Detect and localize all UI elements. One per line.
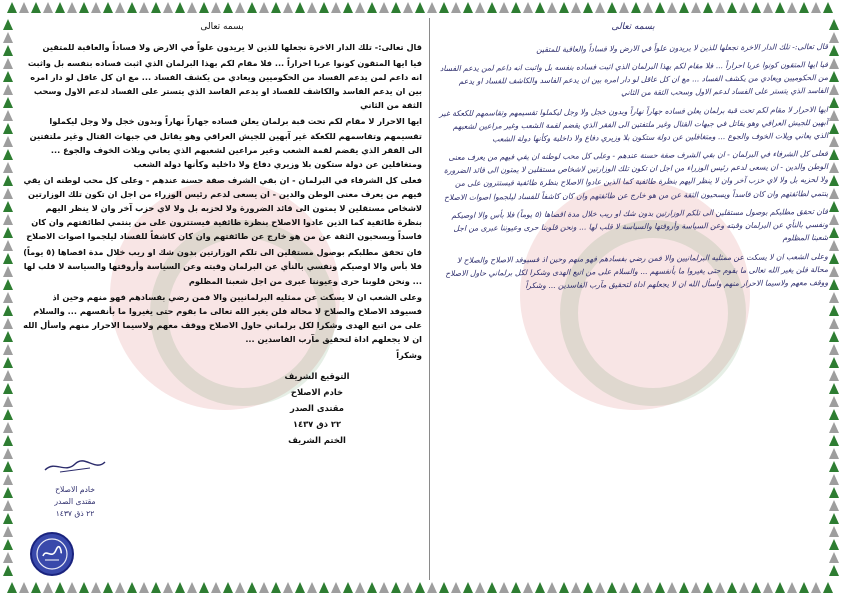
border-triangle-icon: [3, 123, 13, 134]
border-triangle-icon: [3, 448, 13, 459]
border-triangle-icon: [829, 292, 839, 303]
border-triangle-icon: [3, 565, 13, 576]
typed-signature-block: [232, 368, 402, 448]
border-triangle-icon: [283, 2, 293, 13]
border-triangle-icon: [829, 487, 839, 498]
border-triangle-icon: [829, 71, 839, 82]
border-triangle-icon: [259, 582, 269, 593]
border-triangle-icon: [3, 409, 13, 420]
border-triangle-icon: [139, 2, 149, 13]
border-triangle-icon: [619, 2, 629, 13]
border-triangle-icon: [607, 2, 617, 13]
border-triangle-icon: [763, 582, 773, 593]
border-triangle-icon: [583, 2, 593, 13]
border-triangle-icon: [391, 2, 401, 13]
border-triangle-icon: [127, 582, 137, 593]
border-triangle-icon: [3, 357, 13, 368]
border-triangle-icon: [3, 526, 13, 537]
border-triangle-icon: [271, 2, 281, 13]
border-triangle-icon: [751, 2, 761, 13]
border-triangle-icon: [55, 2, 65, 13]
seal-stamp-icon: [30, 532, 74, 576]
border-triangle-icon: [151, 582, 161, 593]
border-triangle-icon: [331, 582, 341, 593]
border-triangle-icon: [3, 318, 13, 329]
border-triangle-icon: [829, 500, 839, 511]
handwritten-paragraph: قال تعالى:- تلك الدار الاخرة نجعلها للذين لا يريدون علواً في الارض ولا فساداً والعاقبة للمتقين: [536, 41, 829, 55]
border-triangle-icon: [763, 2, 773, 13]
signature-line: خادم الاصلاح: [55, 485, 95, 494]
border-triangle-icon: [799, 582, 809, 593]
border-triangle-icon: [55, 582, 65, 593]
border-triangle-icon: [19, 582, 29, 593]
border-triangle-icon: [3, 383, 13, 394]
border-triangle-icon: [631, 582, 641, 593]
border-triangle-icon: [103, 582, 113, 593]
border-triangle-icon: [7, 2, 17, 13]
border-triangle-icon: [559, 582, 569, 593]
border-triangle-icon: [739, 582, 749, 593]
border-triangle-icon: [547, 582, 557, 593]
border-triangle-icon: [3, 305, 13, 316]
border-triangle-icon: [3, 474, 13, 485]
border-triangle-icon: [829, 383, 839, 394]
border-top: [6, 2, 836, 13]
border-triangle-icon: [475, 582, 485, 593]
border-triangle-icon: [595, 582, 605, 593]
border-triangle-icon: [829, 32, 839, 43]
border-triangle-icon: [235, 582, 245, 593]
border-triangle-icon: [607, 582, 617, 593]
border-triangle-icon: [829, 240, 839, 251]
typed-title: بسمه تعالى: [200, 22, 244, 32]
border-triangle-icon: [3, 292, 13, 303]
border-bottom: [6, 582, 836, 593]
typed-paragraph: فان تحقق مطلبكم بوصول مستقلين الى تلكم الوزارتين بدون شك او ريب خلال مدة اقصاها (٥ يوماً) فلا بأس والا اوصيكم ونفسي بالنأي عن البرلمان وقبته وعن السياسة وأروقتها والسياسة لا قلب لها ... ونحن قلوبنا حرى وعيوننا عبرى من اجل شعبنا المظلوم: [23, 247, 422, 286]
border-triangle-icon: [199, 582, 209, 593]
border-right: [829, 18, 839, 578]
border-triangle-icon: [463, 582, 473, 593]
border-triangle-icon: [829, 266, 839, 277]
border-triangle-icon: [451, 582, 461, 593]
border-triangle-icon: [499, 582, 509, 593]
border-triangle-icon: [3, 110, 13, 121]
signature-line: مقتدى الصدر: [290, 403, 344, 414]
border-triangle-icon: [211, 582, 221, 593]
handwritten-paragraph: وعلى الشعب ان لا يسكت عن ممثليه البرلمانيين والا فمن رضي بفسادهم فهو منهم وحين اذ فسيوفد الاصلاح والصلاح لا محالة فلن يغير الله تعالى ما بقوم حتى يغيروا ما بأنفسهم ... والسلام على من اتبع الهدى وشكرا لكل برلماني حاول الاصلاح ووقف معهم ولاسيما الاحرار منهم واسأل الله ان لا يجعلهم اداة لتحقيق مآرب الفاسدين ... وشكراً: [445, 251, 829, 291]
border-triangle-icon: [487, 2, 497, 13]
border-triangle-icon: [103, 2, 113, 13]
border-triangle-icon: [247, 2, 257, 13]
signature-line: ٢٢ ذق ١٤٣٧: [55, 509, 95, 518]
border-triangle-icon: [3, 331, 13, 342]
border-left: [3, 18, 13, 578]
border-triangle-icon: [367, 582, 377, 593]
typed-paragraph: وعلى الشعب ان لا يسكت عن ممثليه البرلمانيين والا فمن رضي بفسادهم فهو منهم وحين اذ فسيوفد الاصلاح والصلاح لا محالة فلن يغير الله تعالى ما بقوم حتى يغيروا ما بأنفسهم ... والسلام على من اتبع الهدى وشكرا لكل برلماني حاول الاصلاح ووقف معهم ولاسيما الاحرار منهم واسأل الله ان لا يجعلهم اداة لتحقيق مآرب الفاسدين ...: [23, 291, 422, 344]
border-triangle-icon: [3, 552, 13, 563]
border-triangle-icon: [823, 582, 833, 593]
border-triangle-icon: [3, 136, 13, 147]
border-triangle-icon: [7, 582, 17, 593]
border-triangle-icon: [3, 201, 13, 212]
border-triangle-icon: [829, 279, 839, 290]
border-triangle-icon: [583, 582, 593, 593]
border-triangle-icon: [775, 582, 785, 593]
border-triangle-icon: [259, 2, 269, 13]
border-triangle-icon: [3, 513, 13, 524]
border-triangle-icon: [19, 2, 29, 13]
border-triangle-icon: [307, 582, 317, 593]
border-triangle-icon: [829, 526, 839, 537]
border-triangle-icon: [787, 2, 797, 13]
typed-paragraph: فيا ايها المتقون كونوا عربا احراراً ... فلا مقام لكم بهذا البرلمان الذي اثبت فساده بنفسه بل واثبت انه داعم لمن يدعم الفساد من الحكوميين ويعادي من يكشف الفساد ... مع ان كل عاقل لو دار امره بين ان يدعم الفاسد والكاشف للفساد او يدعم الفاسد الذي يتستر على الفساد لدعم الاول وسحب الثقة من الثاني: [27, 58, 422, 111]
column-divider: [429, 18, 430, 580]
border-triangle-icon: [427, 2, 437, 13]
border-triangle-icon: [829, 97, 839, 108]
border-triangle-icon: [487, 582, 497, 593]
border-triangle-icon: [829, 123, 839, 134]
border-triangle-icon: [235, 2, 245, 13]
border-triangle-icon: [655, 2, 665, 13]
signature-line: ٢٢ ذق ١٤٣٧: [292, 419, 342, 430]
border-triangle-icon: [163, 582, 173, 593]
border-triangle-icon: [829, 396, 839, 407]
border-triangle-icon: [3, 461, 13, 472]
border-triangle-icon: [631, 2, 641, 13]
border-triangle-icon: [79, 2, 89, 13]
border-triangle-icon: [829, 19, 839, 30]
signature-line: مقتدى الصدر: [54, 497, 96, 506]
border-triangle-icon: [3, 162, 13, 173]
border-triangle-icon: [307, 2, 317, 13]
border-triangle-icon: [775, 2, 785, 13]
border-triangle-icon: [91, 2, 101, 13]
border-triangle-icon: [727, 2, 737, 13]
handwritten-title: بسمه تعالى: [611, 22, 655, 32]
signature-line: التوقيع الشريف: [284, 371, 350, 382]
border-triangle-icon: [571, 2, 581, 13]
border-triangle-icon: [475, 2, 485, 13]
border-triangle-icon: [829, 136, 839, 147]
border-triangle-icon: [3, 32, 13, 43]
border-triangle-icon: [3, 19, 13, 30]
border-triangle-icon: [283, 582, 293, 593]
border-triangle-icon: [427, 582, 437, 593]
typed-paragraph: قال تعالى:- تلك الدار الاخرة نجعلها للذين لا يريدون علواً في الارض ولا فساداً والعاقبة للمتقين: [42, 42, 422, 52]
border-triangle-icon: [115, 582, 125, 593]
border-triangle-icon: [571, 582, 581, 593]
border-triangle-icon: [3, 370, 13, 381]
border-triangle-icon: [547, 2, 557, 13]
border-triangle-icon: [319, 582, 329, 593]
border-triangle-icon: [829, 357, 839, 368]
border-triangle-icon: [667, 582, 677, 593]
border-triangle-icon: [355, 582, 365, 593]
border-triangle-icon: [3, 175, 13, 186]
handwritten-letter: [438, 16, 828, 581]
handwritten-paragraph: فيا ايها المتقون كونوا عربا احراراً ... فلا مقام لكم بهذا البرلمان الذي اثبت فساده بنفسه بل واثبت انه داعم لمن يدعم الفساد من الحكوميين ويعادي من يكشف الفساد ... مع ان كل عاقل لو دار امره بين ان يدعم الفاسد والكاشف للفساد او يدعم الفاسد الذي يتستر على الفساد لدعم الاول وسحب الثقة من الثاني: [439, 60, 829, 98]
border-triangle-icon: [403, 2, 413, 13]
border-triangle-icon: [655, 582, 665, 593]
border-triangle-icon: [379, 2, 389, 13]
border-triangle-icon: [715, 582, 725, 593]
border-triangle-icon: [829, 474, 839, 485]
border-triangle-icon: [829, 370, 839, 381]
border-triangle-icon: [829, 58, 839, 69]
border-triangle-icon: [331, 2, 341, 13]
border-triangle-icon: [829, 110, 839, 121]
border-triangle-icon: [3, 422, 13, 433]
border-triangle-icon: [715, 2, 725, 13]
border-triangle-icon: [3, 45, 13, 56]
border-triangle-icon: [3, 240, 13, 251]
border-triangle-icon: [223, 2, 233, 13]
border-triangle-icon: [115, 2, 125, 13]
border-triangle-icon: [367, 2, 377, 13]
border-triangle-icon: [3, 344, 13, 355]
border-triangle-icon: [511, 2, 521, 13]
border-triangle-icon: [439, 582, 449, 593]
border-triangle-icon: [211, 2, 221, 13]
border-triangle-icon: [829, 305, 839, 316]
border-triangle-icon: [31, 2, 41, 13]
border-triangle-icon: [829, 201, 839, 212]
border-triangle-icon: [829, 175, 839, 186]
border-triangle-icon: [829, 422, 839, 433]
handwritten-signature-block: [20, 458, 130, 520]
signature-scribble-icon: [40, 458, 110, 476]
handwritten-paragraph: فعلى كل الشرفاء في البرلمان - ان بقي الشرف صفة حسنة عندهم - وعلى كل محب لوطنه ان يقي فيهم من يعرف معنى الوطن والدين - ان يسعى لدعم رئيس الوزراء من اجل ان تكون تلك الوزارتين لاشخاص مستقلين لا يمتون الى قائد الضرورة ولا لحزبه بل ولا لاي حزب آخر وان لا ينظر اليهم بنظرة طائفية كما الذين عادوا الاصلاح بنظرة طائفية فيستترون على من ينتمي لطائفتهم وان كان فاسداً ويسحبون الثقة عن من هو خارج عن طائفتهم وان كان كاشفاً للفساد ليلجموا اصوات الاصلاح: [443, 149, 829, 203]
border-triangle-icon: [829, 227, 839, 238]
border-triangle-icon: [829, 539, 839, 550]
border-triangle-icon: [139, 582, 149, 593]
border-triangle-icon: [811, 2, 821, 13]
border-triangle-icon: [3, 214, 13, 225]
border-triangle-icon: [3, 227, 13, 238]
border-triangle-icon: [43, 582, 53, 593]
border-triangle-icon: [751, 582, 761, 593]
border-triangle-icon: [403, 582, 413, 593]
border-triangle-icon: [79, 582, 89, 593]
border-triangle-icon: [3, 71, 13, 82]
border-triangle-icon: [523, 582, 533, 593]
border-triangle-icon: [463, 2, 473, 13]
border-triangle-icon: [31, 582, 41, 593]
border-triangle-icon: [829, 318, 839, 329]
border-triangle-icon: [829, 253, 839, 264]
typed-paragraph: ايها الاحرار لا مقام لكم تحت قبة برلمان يعلن فساده جهاراً نهاراً وبدون خجل ولا وجل ليكملوا تقسيمهم وتقاسمهم للكعكة غير آبهين للجيش العراقي وهو يقاتل في جبهات القتال وغير ملتفتين الى الفقر الذي يقضم لقمة الشعب وغير مراعين لشعبهم الذي يعاني ويلات الخوف والجوع ... ومتغافلين عن دولة ستكون بلا وزيري دفاع ولا داخلية وكأنها دولة الشعب: [29, 116, 422, 169]
border-triangle-icon: [295, 582, 305, 593]
border-triangle-icon: [535, 2, 545, 13]
border-triangle-icon: [787, 582, 797, 593]
border-triangle-icon: [3, 266, 13, 277]
border-triangle-icon: [3, 97, 13, 108]
border-triangle-icon: [829, 448, 839, 459]
border-triangle-icon: [415, 2, 425, 13]
border-triangle-icon: [619, 582, 629, 593]
border-triangle-icon: [679, 582, 689, 593]
border-triangle-icon: [3, 487, 13, 498]
border-triangle-icon: [523, 2, 533, 13]
border-triangle-icon: [127, 2, 137, 13]
border-triangle-icon: [3, 396, 13, 407]
border-triangle-icon: [499, 2, 509, 13]
border-triangle-icon: [691, 2, 701, 13]
border-triangle-icon: [799, 2, 809, 13]
border-triangle-icon: [691, 582, 701, 593]
border-triangle-icon: [187, 2, 197, 13]
signature-line: خادم الاصلاح: [290, 387, 344, 398]
border-triangle-icon: [247, 582, 257, 593]
border-triangle-icon: [319, 2, 329, 13]
typed-paragraph: فعلى كل الشرفاء في البرلمان - ان بقي الشرف صفة حسنة عندهم - وعلى كل محب لوطنه ان يقي فيهم من يعرف معنى الوطن والدين - ان يسعى لدعم رئيس الوزراء من اجل ان تكون تلك الوزارتين لاشخاص مستقلين لا يمتون الى قائد الضرورة ولا لحزبه بل ولا لاي حزب آخر وان لا ينظر اليهم بنظرة طائفية كما الذين عادوا الاصلاح بنظرة طائفية فيستترون على من ينتمي لطائفتهم وان كان فاسداً ويسحبون الثقة عن من هو خارج عن طائفتهم وان كان كاشفاً للفساد ليلجموا اصوات الاصلاح: [23, 174, 422, 242]
border-triangle-icon: [151, 2, 161, 13]
border-triangle-icon: [511, 582, 521, 593]
border-triangle-icon: [595, 2, 605, 13]
border-triangle-icon: [559, 2, 569, 13]
border-triangle-icon: [3, 188, 13, 199]
border-triangle-icon: [535, 582, 545, 593]
border-triangle-icon: [703, 582, 713, 593]
border-triangle-icon: [3, 279, 13, 290]
border-triangle-icon: [163, 2, 173, 13]
border-triangle-icon: [829, 565, 839, 576]
border-triangle-icon: [355, 2, 365, 13]
border-triangle-icon: [829, 45, 839, 56]
border-triangle-icon: [829, 461, 839, 472]
border-triangle-icon: [451, 2, 461, 13]
border-triangle-icon: [3, 539, 13, 550]
border-triangle-icon: [679, 2, 689, 13]
border-triangle-icon: [643, 582, 653, 593]
border-triangle-icon: [223, 582, 233, 593]
border-triangle-icon: [175, 2, 185, 13]
border-triangle-icon: [667, 2, 677, 13]
border-triangle-icon: [391, 582, 401, 593]
border-triangle-icon: [415, 582, 425, 593]
border-triangle-icon: [829, 188, 839, 199]
border-triangle-icon: [187, 582, 197, 593]
border-triangle-icon: [343, 582, 353, 593]
border-triangle-icon: [703, 2, 713, 13]
border-triangle-icon: [379, 582, 389, 593]
handwritten-paragraph: ايها الاحرار لا مقام لكم تحت قبة برلمان يعلن فساده جهاراً نهاراً وبدون خجل ولا وجل ليكملوا تقسيمهم وتقاسمهم للكعكة غير آبهين للجيش العراقي وهو يقاتل في جبهات القتال وغير ملتفتين الى الفقر الذي يقضم لقمة الشعب وغير مراعين لشعبهم الذي يعاني ويلات الخوف والجوع ... ومتغافلين عن دولة ستكون بلا وزيري دفاع ولا داخلية وكأنها دولة الشعب: [439, 104, 829, 144]
border-triangle-icon: [3, 84, 13, 95]
border-triangle-icon: [3, 58, 13, 69]
border-triangle-icon: [3, 149, 13, 160]
border-triangle-icon: [829, 149, 839, 160]
border-triangle-icon: [295, 2, 305, 13]
border-triangle-icon: [829, 84, 839, 95]
border-triangle-icon: [823, 2, 833, 13]
typed-closing: وشكراً: [396, 349, 422, 360]
border-triangle-icon: [829, 214, 839, 225]
border-triangle-icon: [727, 582, 737, 593]
border-triangle-icon: [271, 582, 281, 593]
border-triangle-icon: [829, 513, 839, 524]
border-triangle-icon: [67, 2, 77, 13]
border-triangle-icon: [3, 500, 13, 511]
border-triangle-icon: [829, 331, 839, 342]
border-triangle-icon: [43, 2, 53, 13]
border-triangle-icon: [3, 253, 13, 264]
border-triangle-icon: [829, 162, 839, 173]
border-triangle-icon: [439, 2, 449, 13]
border-triangle-icon: [91, 582, 101, 593]
border-triangle-icon: [739, 2, 749, 13]
border-triangle-icon: [643, 2, 653, 13]
border-triangle-icon: [343, 2, 353, 13]
handwritten-paragraph: فان تحقق مطلبكم بوصول مستقلين الى تلكم الوزارتين بدون شك او ريب خلال مدة اقصاها (٥ يوماً) فلا بأس والا اوصيكم ونفسي بالنأي عن البرلمان وقبته وعن السياسة وأروقتها والسياسة لا قلب لها ... ونحن قلوبنا حرى وعيوننا عبرى من اجل شعبنا المظلوم: [451, 207, 829, 244]
border-triangle-icon: [3, 435, 13, 446]
border-triangle-icon: [829, 409, 839, 420]
border-triangle-icon: [67, 582, 77, 593]
border-triangle-icon: [199, 2, 209, 13]
border-triangle-icon: [811, 582, 821, 593]
border-triangle-icon: [175, 582, 185, 593]
border-triangle-icon: [829, 344, 839, 355]
border-triangle-icon: [829, 435, 839, 446]
signature-line: الختم الشريف: [288, 435, 346, 446]
border-triangle-icon: [829, 552, 839, 563]
